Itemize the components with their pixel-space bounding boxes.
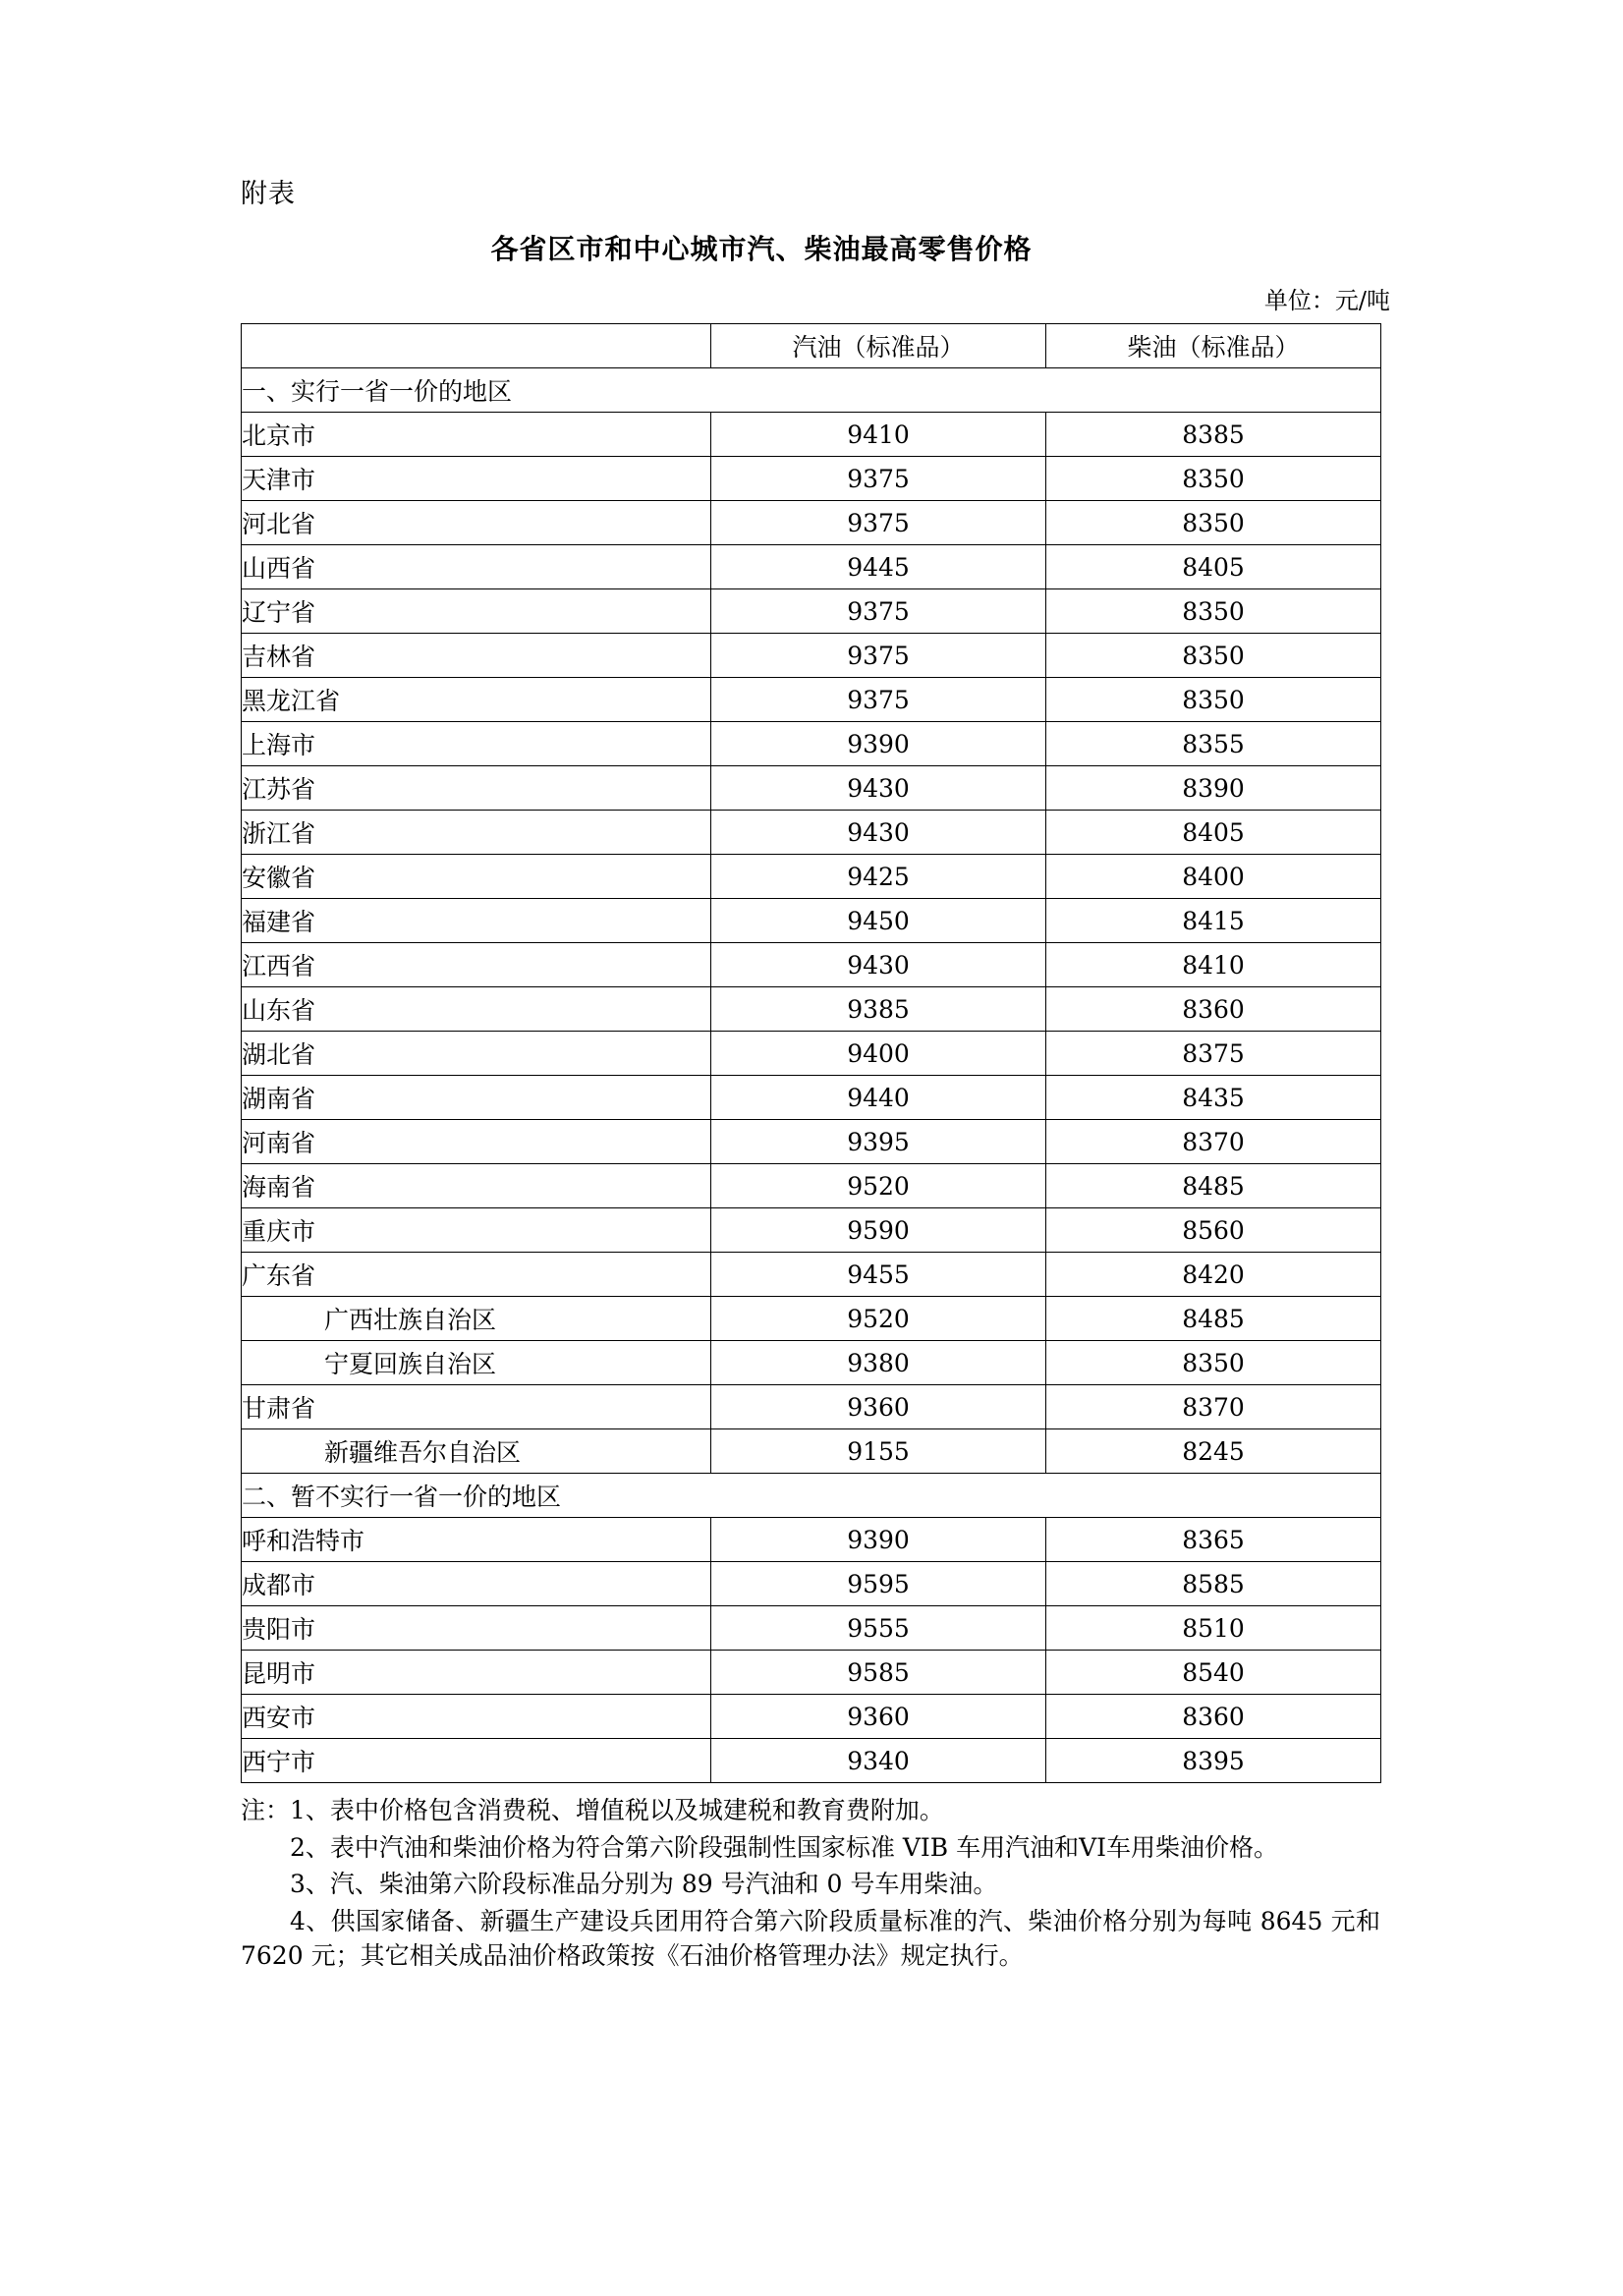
row-diesel: 8365 (1046, 1518, 1381, 1562)
row-gasoline: 9430 (711, 766, 1046, 811)
table-row (242, 457, 1381, 501)
section-heading: 二、暂不实行一省一价的地区 (242, 1474, 1381, 1518)
row-gasoline: 9375 (711, 457, 1046, 501)
row-name: 河北省 (242, 501, 711, 545)
row-diesel: 8560 (1046, 1208, 1381, 1253)
header-cell-name (242, 324, 711, 368)
row-gasoline: 9520 (711, 1164, 1046, 1208)
row-gasoline: 9410 (711, 413, 1046, 457)
table-row (242, 899, 1381, 943)
row-name: 安徽省 (242, 855, 711, 899)
row-name: 山东省 (242, 987, 711, 1032)
row-name: 广东省 (242, 1253, 711, 1297)
row-name: 贵阳市 (242, 1606, 711, 1651)
row-gasoline: 9360 (711, 1385, 1046, 1429)
row-name: 上海市 (242, 722, 711, 766)
row-diesel: 8405 (1046, 545, 1381, 589)
row-gasoline: 9425 (711, 855, 1046, 899)
note-line-4: 4、供国家储备、新疆生产建设兵团用符合第六阶段质量标准的汽、柴油价格分别为每吨 8645 元和 7620 元；其它相关成品油价格政策按《石油价格管理办法》规定执行。 (241, 1906, 1380, 1970)
row-diesel: 8360 (1046, 1695, 1381, 1739)
row-diesel: 8400 (1046, 855, 1381, 899)
row-name: 黑龙江省 (242, 678, 711, 722)
row-gasoline: 9520 (711, 1297, 1046, 1341)
row-name: 成都市 (242, 1562, 711, 1606)
row-diesel: 8385 (1046, 413, 1381, 457)
unit-label: 单位：元/吨 (1263, 287, 1390, 314)
row-diesel: 8350 (1046, 457, 1381, 501)
table-row (242, 1032, 1381, 1076)
note-line-3: 3、汽、柴油第六阶段标准品分别为 89 号汽油和 0 号车用柴油。 (290, 1870, 998, 1898)
row-gasoline: 9375 (711, 678, 1046, 722)
table-row (242, 678, 1381, 722)
row-name: 辽宁省 (242, 589, 711, 634)
row-gasoline: 9585 (711, 1651, 1046, 1695)
row-name: 广西壮族自治区 (242, 1297, 711, 1341)
row-name: 福建省 (242, 899, 711, 943)
row-gasoline: 9555 (711, 1606, 1046, 1651)
row-gasoline: 9430 (711, 943, 1046, 987)
section-heading-row (242, 368, 1381, 413)
page-title: 各省区市和中心城市汽、柴油最高零售价格 (490, 233, 1033, 265)
table-row (242, 1562, 1381, 1606)
row-diesel: 8350 (1046, 589, 1381, 634)
row-gasoline: 9360 (711, 1695, 1046, 1739)
row-diesel: 8510 (1046, 1606, 1381, 1651)
row-gasoline: 9155 (711, 1429, 1046, 1474)
table-row (242, 545, 1381, 589)
table-row (242, 1518, 1381, 1562)
row-diesel: 8420 (1046, 1253, 1381, 1297)
row-name: 北京市 (242, 413, 711, 457)
attachment-label: 附表 (241, 179, 296, 209)
table-row (242, 766, 1381, 811)
table-row (242, 1385, 1381, 1429)
row-name: 江苏省 (242, 766, 711, 811)
row-diesel: 8585 (1046, 1562, 1381, 1606)
row-gasoline: 9375 (711, 501, 1046, 545)
note-line-2: 2、表中汽油和柴油价格为符合第六阶段强制性国家标准 VIB 车用汽油和VI车用柴油价格。 (290, 1832, 1279, 1862)
row-diesel: 8415 (1046, 899, 1381, 943)
table-row (242, 987, 1381, 1032)
row-diesel: 8435 (1046, 1076, 1381, 1120)
price-table (241, 323, 1381, 1783)
notes-section (241, 1793, 1380, 1974)
row-diesel: 8410 (1046, 943, 1381, 987)
table-row (242, 1341, 1381, 1385)
row-diesel: 8485 (1046, 1164, 1381, 1208)
table-row (242, 1253, 1381, 1297)
table-row (242, 634, 1381, 678)
table-row (242, 1429, 1381, 1474)
row-name: 吉林省 (242, 634, 711, 678)
table-row (242, 413, 1381, 457)
row-gasoline: 9590 (711, 1208, 1046, 1253)
row-name: 西宁市 (242, 1739, 711, 1783)
row-gasoline: 9430 (711, 811, 1046, 855)
row-diesel: 8395 (1046, 1739, 1381, 1783)
table-row (242, 1076, 1381, 1120)
table-row (242, 501, 1381, 545)
row-name: 昆明市 (242, 1651, 711, 1695)
row-gasoline: 9390 (711, 1518, 1046, 1562)
row-diesel: 8350 (1046, 1341, 1381, 1385)
row-name: 河南省 (242, 1120, 711, 1164)
table-row (242, 1651, 1381, 1695)
row-diesel: 8360 (1046, 987, 1381, 1032)
row-gasoline: 9390 (711, 722, 1046, 766)
row-diesel: 8485 (1046, 1297, 1381, 1341)
row-name: 重庆市 (242, 1208, 711, 1253)
row-name: 甘肃省 (242, 1385, 711, 1429)
row-gasoline: 9450 (711, 899, 1046, 943)
row-gasoline: 9445 (711, 545, 1046, 589)
row-gasoline: 9375 (711, 589, 1046, 634)
row-name: 宁夏回族自治区 (242, 1341, 711, 1385)
row-diesel: 8375 (1046, 1032, 1381, 1076)
table-header-row (242, 324, 1381, 368)
row-name: 新疆维吾尔自治区 (242, 1429, 711, 1474)
table-row (242, 855, 1381, 899)
row-name: 海南省 (242, 1164, 711, 1208)
row-name: 湖南省 (242, 1076, 711, 1120)
header-cell-diesel: 柴油（标准品） (1046, 324, 1381, 368)
row-gasoline: 9375 (711, 634, 1046, 678)
note-line-1: 注：1、表中价格包含消费税、增值税以及城建税和教育费附加。 (241, 1796, 944, 1824)
row-name: 江西省 (242, 943, 711, 987)
row-gasoline: 9440 (711, 1076, 1046, 1120)
row-diesel: 8390 (1046, 766, 1381, 811)
row-gasoline: 9595 (711, 1562, 1046, 1606)
row-name: 西安市 (242, 1695, 711, 1739)
row-diesel: 8350 (1046, 678, 1381, 722)
table-row (242, 1120, 1381, 1164)
row-diesel: 8405 (1046, 811, 1381, 855)
row-gasoline: 9455 (711, 1253, 1046, 1297)
row-diesel: 8350 (1046, 501, 1381, 545)
table-row (242, 943, 1381, 987)
section-heading: 一、实行一省一价的地区 (242, 368, 1381, 413)
row-diesel: 8355 (1046, 722, 1381, 766)
table-row (242, 722, 1381, 766)
row-name: 天津市 (242, 457, 711, 501)
row-diesel: 8370 (1046, 1120, 1381, 1164)
section-heading-row (242, 1474, 1381, 1518)
header-cell-gasoline: 汽油（标准品） (711, 324, 1046, 368)
row-name: 浙江省 (242, 811, 711, 855)
row-name: 湖北省 (242, 1032, 711, 1076)
table-row (242, 589, 1381, 634)
row-gasoline: 9395 (711, 1120, 1046, 1164)
table-row (242, 1297, 1381, 1341)
table-row (242, 1164, 1381, 1208)
table-row (242, 1739, 1381, 1783)
row-diesel: 8370 (1046, 1385, 1381, 1429)
row-name: 山西省 (242, 545, 711, 589)
table-row (242, 1695, 1381, 1739)
document-body (241, 172, 1400, 1974)
row-diesel: 8540 (1046, 1651, 1381, 1695)
row-gasoline: 9340 (711, 1739, 1046, 1783)
row-name: 呼和浩特市 (242, 1518, 711, 1562)
table-row (242, 811, 1381, 855)
row-diesel: 8350 (1046, 634, 1381, 678)
row-gasoline: 9400 (711, 1032, 1046, 1076)
table-row (242, 1606, 1381, 1651)
table-row (242, 1208, 1381, 1253)
row-gasoline: 9385 (711, 987, 1046, 1032)
row-gasoline: 9380 (711, 1341, 1046, 1385)
row-diesel: 8245 (1046, 1429, 1381, 1474)
